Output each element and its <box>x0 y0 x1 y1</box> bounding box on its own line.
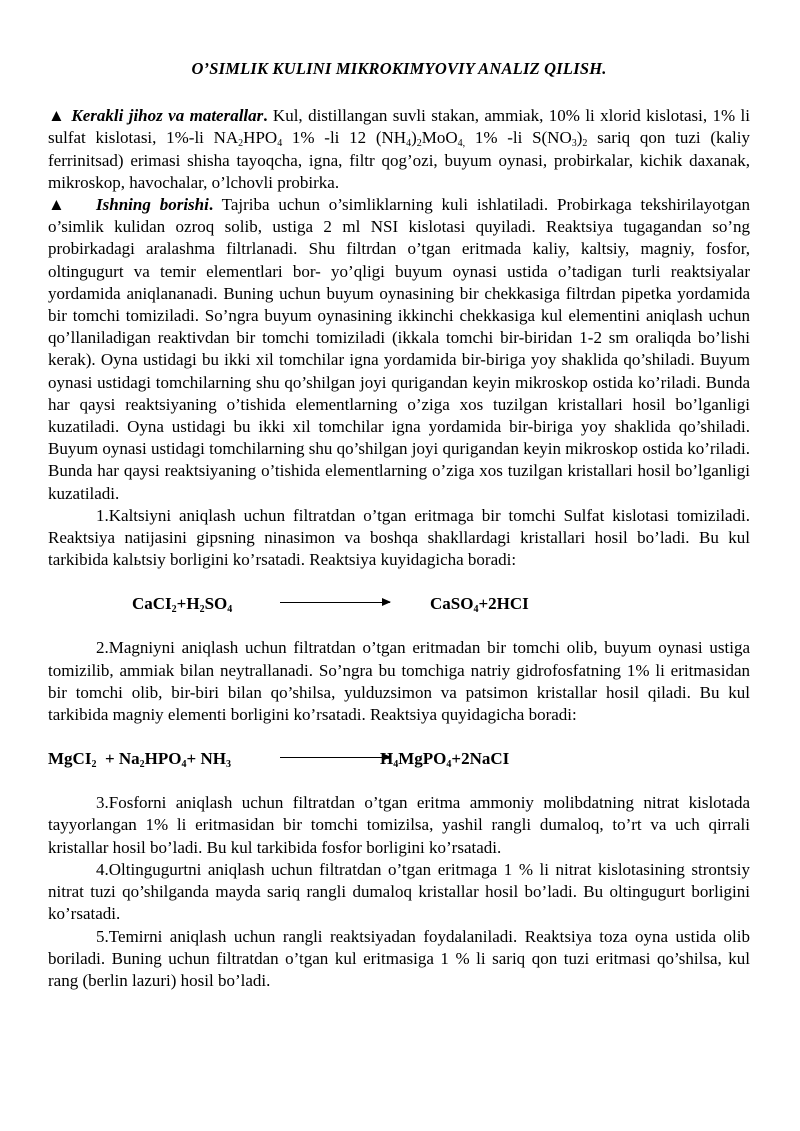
equation-reactants: MgCI$_2$ + $Na_2HPO_4+ NH_3$ <box>48 749 231 771</box>
iron-paragraph: 5.Temirni aniqlash uchun rangli reaktsiyadan foydalaniladi. Reaktsiya toza oyna ustida olib boriladi. Buning uchun filtratdan o’tgan kul eritmasiga 1 % li sariq qon tuzi eritmasi qo’shilsa, kul rang (berlin lazuri) hosil bo’ladi. <box>48 926 750 990</box>
equation-products: $H_4MgPO_4+2NaCI$ <box>380 749 510 771</box>
page-title: O’SIMLIK KULINI MIKROKIMYOVIY ANALIZ QILISH. <box>191 59 607 78</box>
reaction-arrow-icon <box>280 602 390 603</box>
equation-products: CaSO$_4$+2HCI <box>430 594 529 616</box>
sulfur-paragraph: 4.Oltingugurtni aniqlash uchun filtratdan o’tgan eritmaga 1 % li nitrat kislotasining strontsiy nitrat tuzi qo’shilganda mayda sariq rangli dumaloq kristallar hosil bo’ladi. Bu oltingugurt borligini ko’rsatadi. <box>48 859 750 924</box>
equation-reactants: $CaCI_2+H_2SO_4$ <box>132 594 233 616</box>
triangle-icon: ▲ <box>48 195 70 215</box>
materials-paragraph: ▲ Kerakli jihoz va materallar. Kul, distillangan suvli stakan, ammiak, 10% li xlorid kislotasi, 1% li sulfat kislotasi, 1%-li $NA_2HPO_4$ 1% -li 12 $(NH_4)_2MoO_{4,}$ 1% -li $S(NO_3)_2$ sariq qon tuzi (kaliy ferrinitsad) erimasi shisha tayoqcha, igna, filtr qog’ozi, buyum oynasi, probirkalar, kichik daxanak, mikroskop, havochalar, o’lchovli probirka. <box>48 106 751 192</box>
materials-heading: Kerakli jihoz va materallar <box>71 106 264 126</box>
calcium-equation <box>48 593 750 615</box>
procedure-paragraph: ▲ Ishning borishi. Tajriba uchun o’simliklarning kuli ishlatiladi. Probirkaga tekshirilayotgan o’simlik kulidan ozroq solib, ustiga 2 ml NSI kislotasi quyiladi. Reaktsiya tugagandan so’ng probirkadagi aralashma filtrlanadi. Shu filtrdan o’tgan eritmada kaliy, kaltsiy, magniy, fosfor, oltingugurt va temir elementlari bor- yo’qligi buyum oynasi ustida o’tadigan turli reaktsiyalar yordamida aniqlananadi. Buning uchun buyum oynasining bir chekkasiga filtrdan pipetka yordamida bir tomchi tomiziladi. So’ngra buyum oynasining ikkinchi chekkasiga kul elementini aniqlash uchun qo’llaniladigan reaktivdan bir tomchi tomiziladi (ikkala tomchi bir-biridan 1-2 sm oraliqda bo’lishi kerak). Oyna ustidagi bu ikki xil tomchilar igna yordamida bir-biriga yoy shaklida qo’shiladi. Buyum oynasi ustidagi tomchilarning shu qo’shilgan joyi qurigandan keyin mikroskop ostida ko’riladi. Bunda har qaysi reaktsiyaning o’tishida elementlarning o’ziga xos tuzilgan kristallari hosil bo’lganligi kuzatiladi. Oyna ustidagi bu ikki xil tomchilar igna yordamida bir-biriga yoy shaklida qo’shiladi. Buyum oynasi ustidagi tomchilarning shu qo’shilgan joyi qurigandan keyin mikroskop ostida ko’riladi. Bunda har qaysi reaktsiyaning o’tishida elementlarning o’ziga xos tuzilgan kristallari hosil bo’lganligi kuzatiladi. <box>48 195 750 503</box>
magnesium-equation <box>48 748 750 770</box>
phosphorus-paragraph: 3.Fosforni aniqlash uchun filtratdan o’tgan eritma ammoniy molibdatning nitrat kislotada tayyorlangan 1% li eritmasidan bir tomchi tomizilsa, yashil rangli dumaloq, to’rt va uch qirrali kristallar hosil bo’ladi. Bu kul tarkibida fosfor borligini ko’rsatadi. <box>48 793 750 857</box>
magnesium-paragraph: 2.Magniyni aniqlash uchun filtratdan o’tgan eritmadan bir tomchi olib, buyum oynasi ustiga tomizilib, ammiak bilan neytrallanadi. So’ngra bu tomchiga natriy gidrofosfatning 1% li eritmasidan bir tomchi olib, bir-biri bilan qo’shilsa, yulduzsimon va patsimon kristallar hosil qiladi. Bu kul tarkibida magniy elementi borligini ko’rsatadi. Reaktsiya quyidagicha boradi: <box>48 638 750 725</box>
calcium-paragraph: 1.Kaltsiyni aniqlash uchun filtratdan o’tgan eritmaga bir tomchi Sulfat kislotasi tomiziladi. Reaktsiya natijasini gipsning ninasimon va boshqa shakllardagi kristallari hosil bo’ladi. Bu kul tarkibida kalьtsiy borligini ko’rsatadi. Reaktsiya kuyidagicha boradi: <box>48 505 750 570</box>
reaction-arrow-icon <box>280 757 390 758</box>
triangle-icon: ▲ <box>48 106 66 126</box>
procedure-heading: Ishning borishi <box>96 195 209 215</box>
